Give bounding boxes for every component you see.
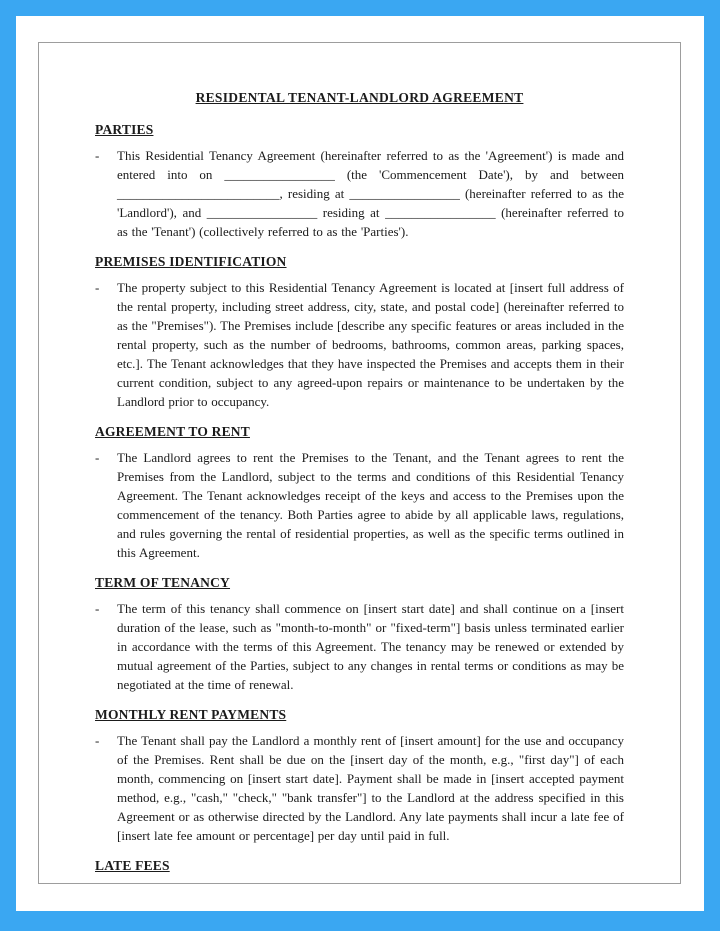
bullet-item: [95, 278, 624, 411]
section-monthly-rent-payments: [95, 706, 624, 845]
section-premises-identification: [95, 253, 624, 411]
bullet-text-term-of-tenancy: The term of this tenancy shall commence on [insert start date] and shall continue on a [insert duration of the lease, such as "month-to-month" or "fixed-term"] basis unless terminated earlier in accordance with the terms of this Agreement. The tenancy may be renewed or extended by mutual agreement of the Parties, subject to any changes in rental terms or conditions as may be negotiated at the time of renewal.: [117, 601, 624, 692]
section-agreement-to-rent: [95, 423, 624, 562]
section-late-fees: [95, 857, 624, 875]
document-title: RESIDENTAL TENANT-LANDLORD AGREEMENT: [195, 90, 524, 105]
section-heading-parties: PARTIES: [95, 122, 154, 137]
section-heading-premises-identification: PREMISES IDENTIFICATION: [95, 254, 287, 269]
bullet-item: [95, 448, 624, 562]
section-heading-term-of-tenancy: TERM OF TENANCY: [95, 575, 231, 590]
bullet-text-monthly-rent-payments: The Tenant shall pay the Landlord a monthly rent of [insert amount] for the use and occupancy of the Premises. Rent shall be due on the [insert day of the month, e.g., "first day"] of each month, commencing on [insert start date]. Payment shall be made in [insert accepted payment method, e.g., "cash," "check," "bank transfer"] to the Landlord at the address specified in this Agreement or as otherwise directed by the Landlord. Any late payments shall incur a late fee of [insert late fee amount or percentage] per day until paid in full.: [117, 733, 624, 843]
bullet-dash: -: [95, 601, 100, 616]
document-page: [38, 42, 681, 884]
bullet-text-premises-identification: The property subject to this Residential Tenancy Agreement is located at [insert full address of the rental property, including street address, city, state, and postal code] (hereinafter referred to as the "Premises"). The Premises include [describe any specific features or areas included in the rental property, such as the number of bedrooms, bathrooms, common areas, parking spaces, etc.]. The Tenant acknowledges that they have inspected the Premises and accepts them in their current condition, subject to any agreed-upon repairs or maintenance to be undertaken by the Landlord prior to occupancy.: [117, 280, 624, 409]
bullet-item: [95, 599, 624, 694]
section-parties: [95, 121, 624, 241]
white-mat: [16, 16, 704, 911]
bullet-item: [95, 146, 624, 241]
bullet-item: [95, 731, 624, 845]
bullet-text-parties: This Residential Tenancy Agreement (hereinafter referred to as the 'Agreement') is made and entered into on _________________ (the 'Commencement Date'), by and between _________________________, residing at _________________ (hereinafter referred to as the 'Landlord'), and _________________ residing at _________________ (hereinafter referred to as the 'Tenant') (collectively referred to as the 'Parties').: [117, 148, 624, 239]
bullet-text-agreement-to-rent: The Landlord agrees to rent the Premises to the Tenant, and the Tenant agrees to rent the Premises from the Landlord, subject to the terms and conditions of this Residential Tenancy Agreement. The Tenant acknowledges receipt of the keys and access to the Premises upon the commencement of the tenancy. Both Parties agree to abide by all applicable laws, regulations, and rules governing the rental of residential properties, as well as the specific terms outlined in this Agreement.: [117, 450, 624, 560]
bullet-dash: -: [95, 280, 100, 295]
bullet-dash: -: [95, 148, 100, 163]
section-term-of-tenancy: [95, 574, 624, 694]
section-heading-agreement-to-rent: AGREEMENT TO RENT: [95, 424, 250, 439]
section-heading-monthly-rent-payments: MONTHLY RENT PAYMENTS: [95, 707, 287, 722]
bullet-dash: -: [95, 450, 100, 465]
section-heading-late-fees: LATE FEES: [95, 858, 170, 873]
bullet-dash: -: [95, 733, 100, 748]
